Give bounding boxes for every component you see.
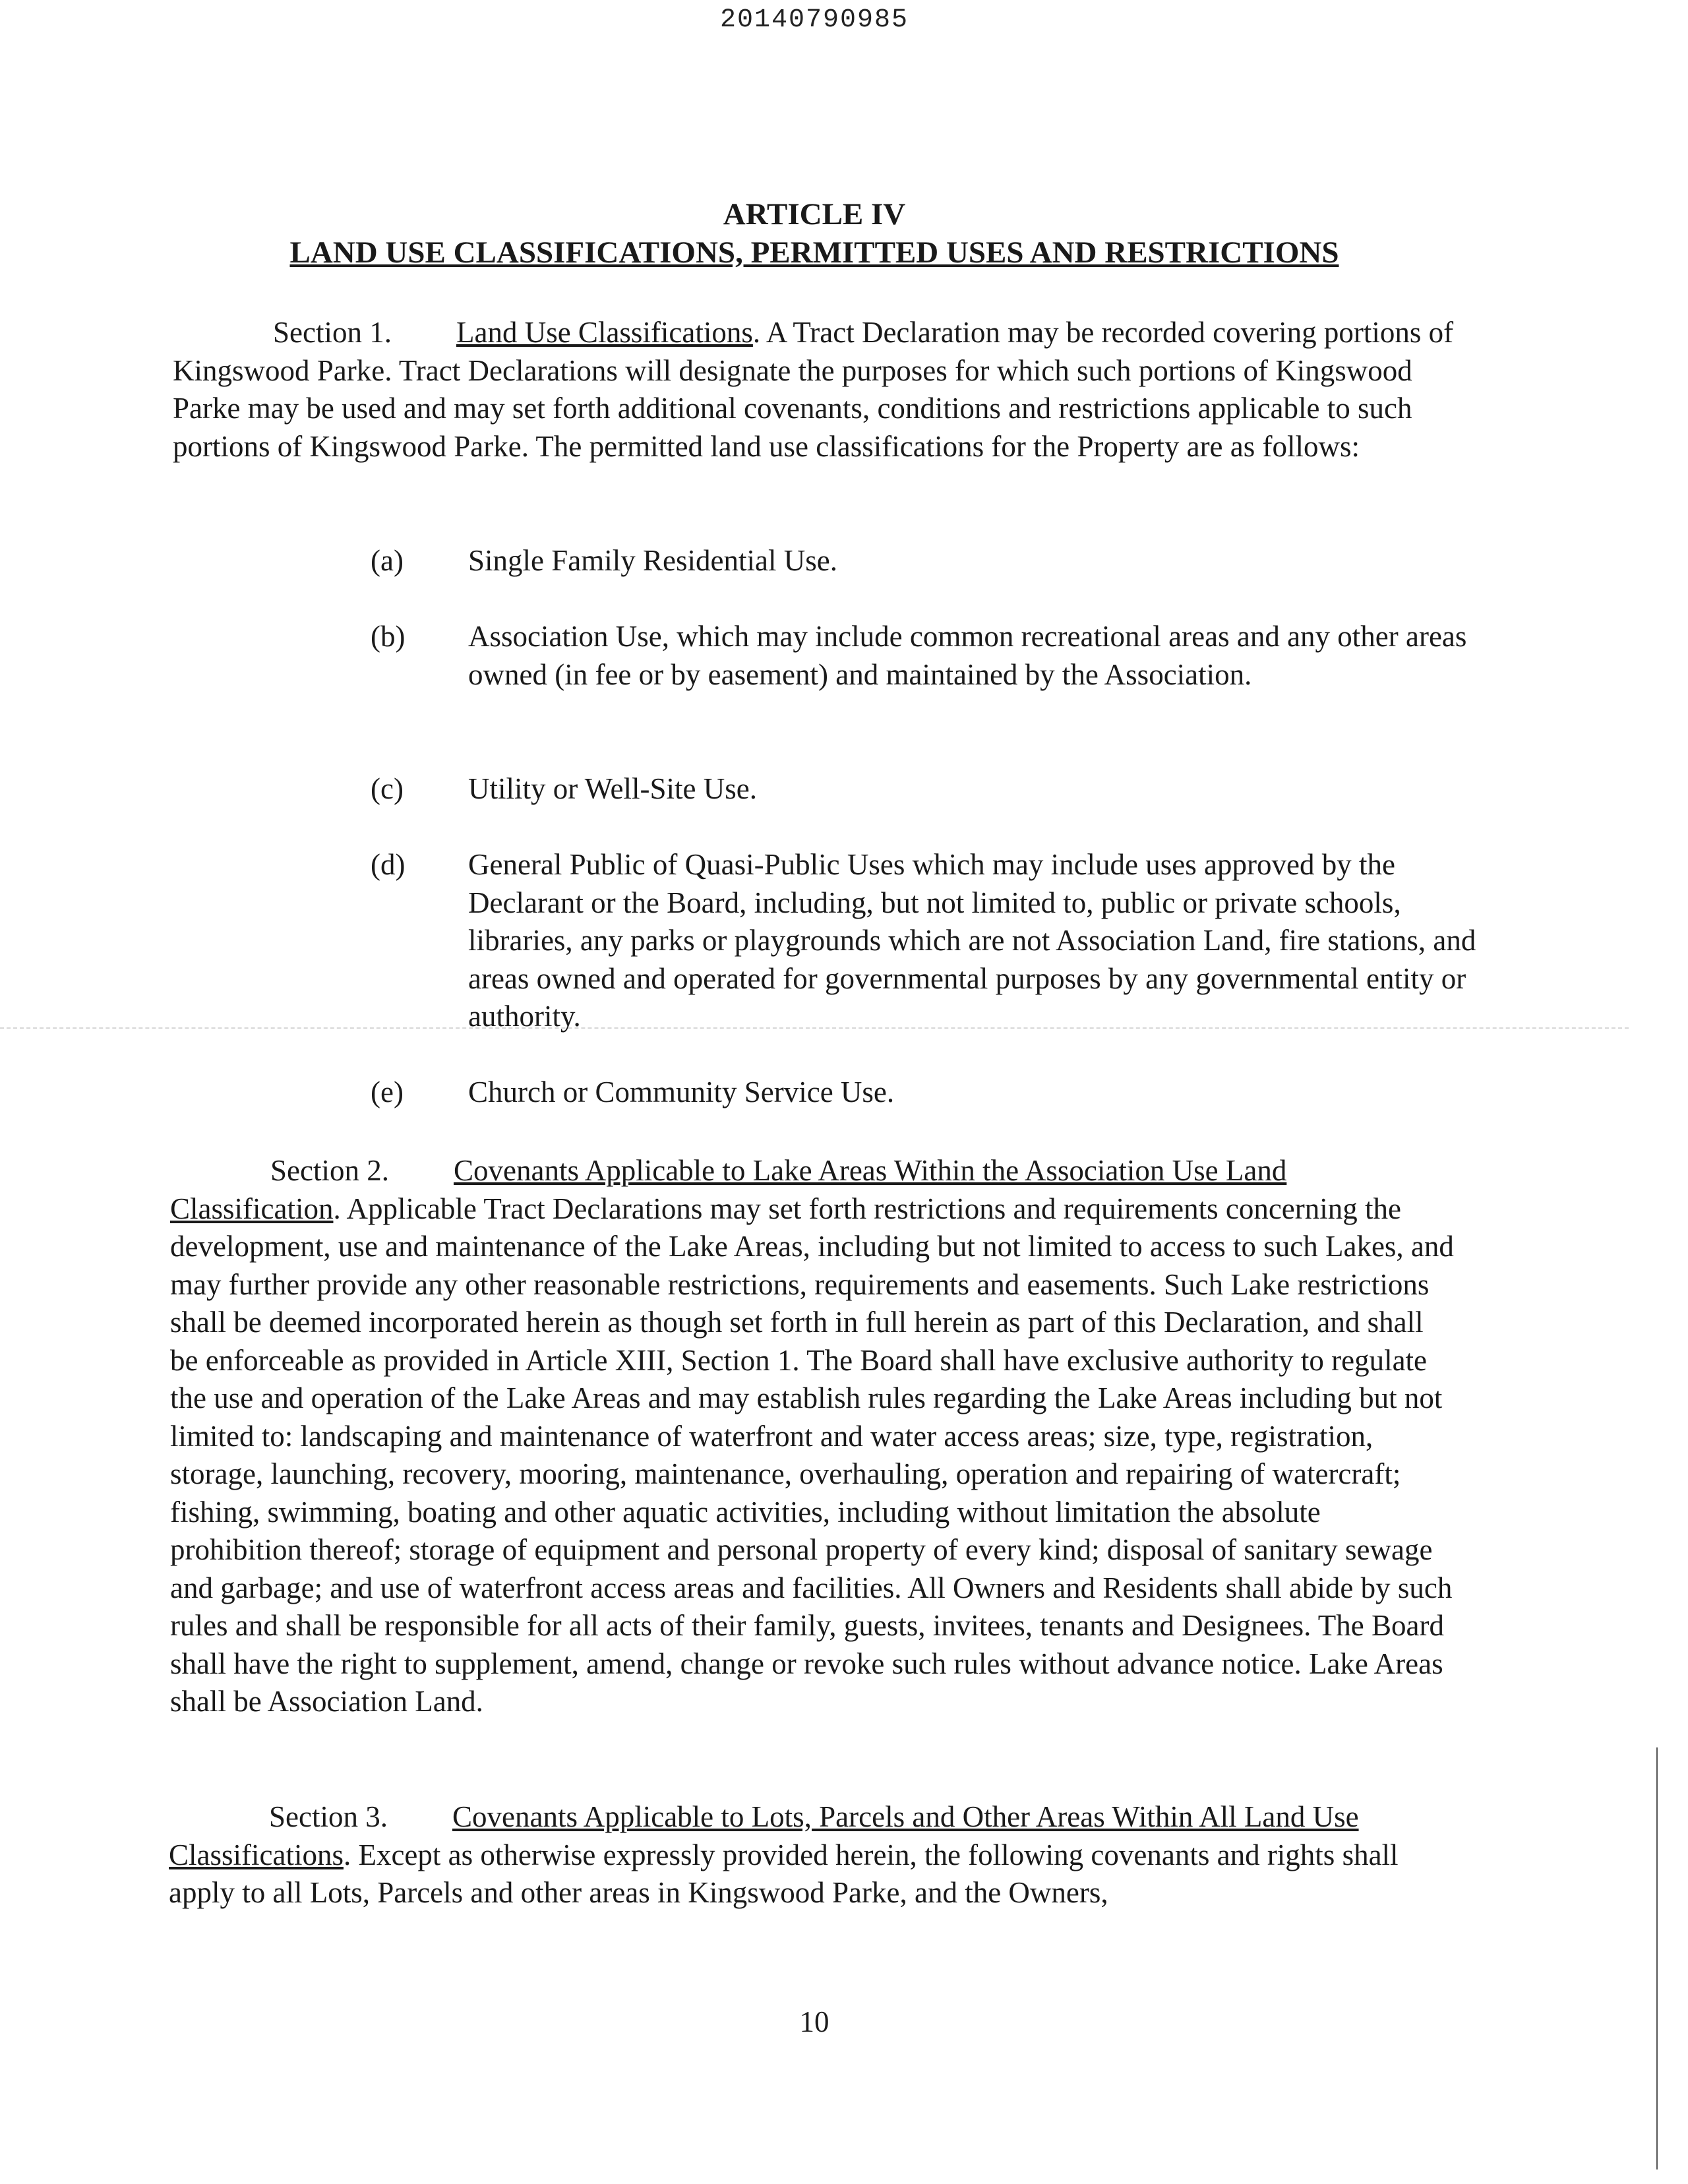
page-number: 10 <box>799 2005 829 2038</box>
section-1-body: . A Tract Declaration may be recorded covering portions of Kingswood Parke. Tract Declarations will designate the purposes for which such portions of Kingswood Parke may be used and may set forth additional covenants, conditions and restrictions applicable to such portions of Kingswood Parke. The permitted land use classifications for the Property are as follows: <box>173 316 1454 463</box>
scan-artifact-line <box>0 1027 1629 1029</box>
scan-edge-line <box>1656 1747 1658 2169</box>
section-2-body: . Applicable Tract Declarations may set forth restrictions and requirements concerning the development, use and maintenance of the Lake Areas, including but not limited to access to such Lakes, and may further provide any other reasonable restrictions, requirements and easements. Such Lake restrictions shall be deemed incorporated herein as though set forth in full herein as part of this Declaration, and shall be enforceable as provided in Article XIII, Section 1. The Board shall have exclusive authority to regulate the use and operation of the Lake Areas and may establish rules regarding the Lake Areas including but not limited to: landscaping and maintenance of waterfront and water access areas; size, type, registration, storage, launching, recovery, mooring, maintenance, overhauling, operation and repairing of watercraft; fishing, swimming, boating and other aquatic activities, including without limitation the absolute prohibition thereof; storage of equipment and personal property of every kind; disposal of sanitary sewage and garbage; and use of waterfront access areas and facilities. All Owners and Residents shall abide by such rules and shall be responsible for all acts of their family, guests, invitees, tenants and Designees. The Board shall have the right to supplement, amend, change or revoke such rules without advance notice. Lake Areas shall be Association Land. <box>170 1192 1454 1718</box>
list-item-label: (e) <box>371 1076 404 1108</box>
section-3-body: . Except as otherwise expressly provided herein, the following covenants and rights shall apply to all Lots, Parcels and other areas in Kingswood Parke, and the Owners, <box>169 1838 1399 1909</box>
list-item-text: Church or Community Service Use. <box>468 1076 895 1108</box>
section-3-paragraph <box>169 1798 1455 1912</box>
section-1-heading: Land Use Classifications <box>456 316 753 349</box>
list-item-text: Single Family Residential Use. <box>468 544 837 577</box>
article-title: ARTICLE IV <box>723 197 906 231</box>
section-1-paragraph <box>173 314 1459 466</box>
document-number: 20140790985 <box>719 5 909 35</box>
section-3-label: Section 3. <box>269 1800 388 1833</box>
article-subtitle: LAND USE CLASSIFICATIONS, PERMITTED USES AND RESTRICTIONS <box>289 235 1339 270</box>
section-3-heading: Covenants Applicable to Lots, Parcels and Other Areas Within All Land Use Classifications <box>169 1800 1359 1871</box>
list-item-label: (a) <box>371 544 404 577</box>
list-item-label: (c) <box>371 772 404 805</box>
list-item-text: Association Use, which may include common recreational areas and any other areas owned (in fee or by easement) and maintained by the Association. <box>468 620 1467 691</box>
section-2-heading: Covenants Applicable to Lake Areas Within the Association Use Land Classification <box>170 1154 1287 1225</box>
list-item-text: Utility or Well-Site Use. <box>468 772 758 805</box>
list-item-label: (d) <box>371 848 406 881</box>
section-2-label: Section 2. <box>270 1154 389 1187</box>
article-heading <box>0 195 1629 272</box>
list-item-text: General Public of Quasi-Public Uses which may include uses approved by the Declarant or the Board, including, but not limited to, public or private schools, libraries, any parks or playgrounds which are not Association Land, fire stations, and areas owned and operated for governmental purposes by any governmental entity or authority. <box>468 848 1476 1033</box>
section-2-paragraph <box>170 1152 1456 1721</box>
list-item-label: (b) <box>371 620 406 653</box>
section-1-label: Section 1. <box>273 316 392 349</box>
